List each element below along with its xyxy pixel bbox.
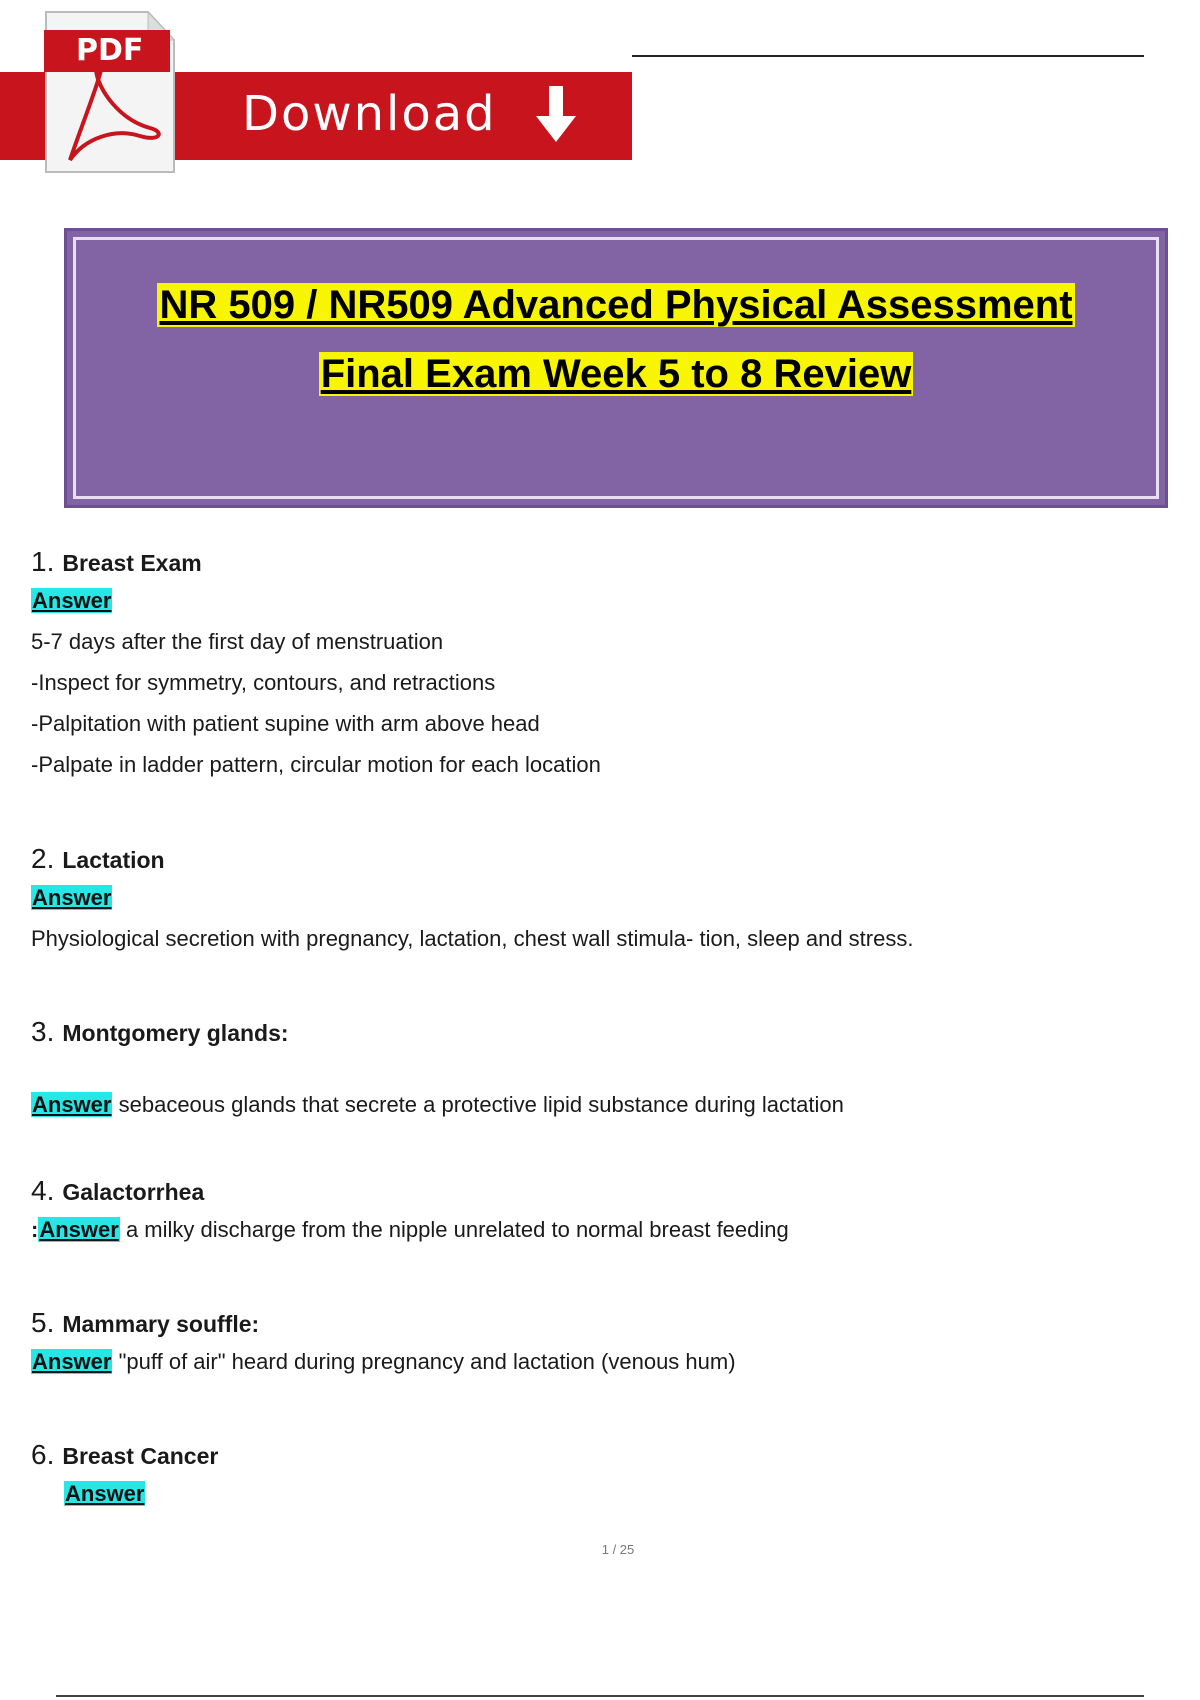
bottom-divider — [56, 1695, 1144, 1697]
question-number: 5. — [31, 1307, 55, 1338]
answer-text: sebaceous glands that secrete a protective lipid substance during lactation — [118, 1092, 844, 1117]
question-6 — [31, 1437, 1151, 1514]
answer-text: a milky discharge from the nipple unrelated to normal breast feeding — [125, 1217, 789, 1242]
answer-row — [31, 580, 1151, 621]
title-box — [64, 228, 1168, 508]
question-number: 1. — [31, 546, 55, 577]
question-title: Breast Exam — [62, 550, 202, 576]
answer-tag: Answer — [65, 1481, 145, 1506]
question-title: Mammary souffle: — [62, 1311, 260, 1337]
answer-tag: Answer — [32, 588, 112, 613]
pdf-file-icon — [40, 10, 176, 176]
answer-line: Physiological secretion with pregnancy, lactation, chest wall stimula- tion, sleep and stress. — [31, 926, 914, 951]
answer-line: -Palpate in ladder pattern, circular motion for each location — [31, 752, 601, 777]
question-title: Lactation — [62, 847, 165, 873]
answer-text: "puff of air" heard during pregnancy and lactation (venous hum) — [118, 1349, 736, 1374]
title-text-1: NR 509 / NR509 Advanced Physical Assessment — [159, 283, 1073, 327]
answer-tag: Answer — [39, 1217, 119, 1242]
question-title: Galactorrhea — [62, 1179, 205, 1205]
download-label: Download — [242, 86, 497, 142]
answer-prefix: : — [31, 1217, 39, 1242]
question-heading — [31, 544, 1151, 580]
question-number: 2. — [31, 843, 55, 874]
page-indicator: 1 / 25 — [601, 1542, 635, 1557]
answer-tag: Answer — [32, 1092, 112, 1117]
question-3 — [31, 1014, 1151, 1125]
question-5 — [31, 1305, 1151, 1382]
title-line-1 — [67, 283, 1165, 328]
question-heading — [31, 1305, 1151, 1341]
pdf-badge: PDF — [44, 30, 170, 72]
question-1 — [31, 544, 1151, 785]
answer-tag: Answer — [32, 1349, 112, 1374]
question-heading — [31, 1173, 1151, 1209]
question-heading — [31, 1014, 1151, 1050]
answer-line: 5-7 days after the first day of menstruation — [31, 629, 444, 654]
question-number: 4. — [31, 1175, 55, 1206]
top-divider — [632, 55, 1144, 57]
question-title: Breast Cancer — [62, 1443, 219, 1469]
answer-row — [31, 1084, 1151, 1125]
answer-line: -Inspect for symmetry, contours, and retractions — [31, 670, 496, 695]
question-number: 3. — [31, 1016, 55, 1047]
answer-row — [31, 1209, 1151, 1250]
question-title: Montgomery glands: — [62, 1020, 289, 1046]
question-4 — [31, 1173, 1151, 1250]
question-2 — [31, 841, 1151, 959]
answer-line: -Palpitation with patient supine with arm above head — [31, 711, 540, 736]
question-number: 6. — [31, 1439, 55, 1470]
title-text-2: Final Exam Week 5 to 8 Review — [320, 352, 912, 396]
answer-row — [31, 1473, 1151, 1514]
answer-tag: Answer — [32, 885, 112, 910]
download-arrow-icon — [532, 86, 580, 146]
question-heading — [31, 841, 1151, 877]
answer-row — [31, 877, 1151, 918]
answer-row — [31, 1341, 1151, 1382]
question-heading — [31, 1437, 1151, 1473]
title-line-2 — [67, 352, 1165, 397]
